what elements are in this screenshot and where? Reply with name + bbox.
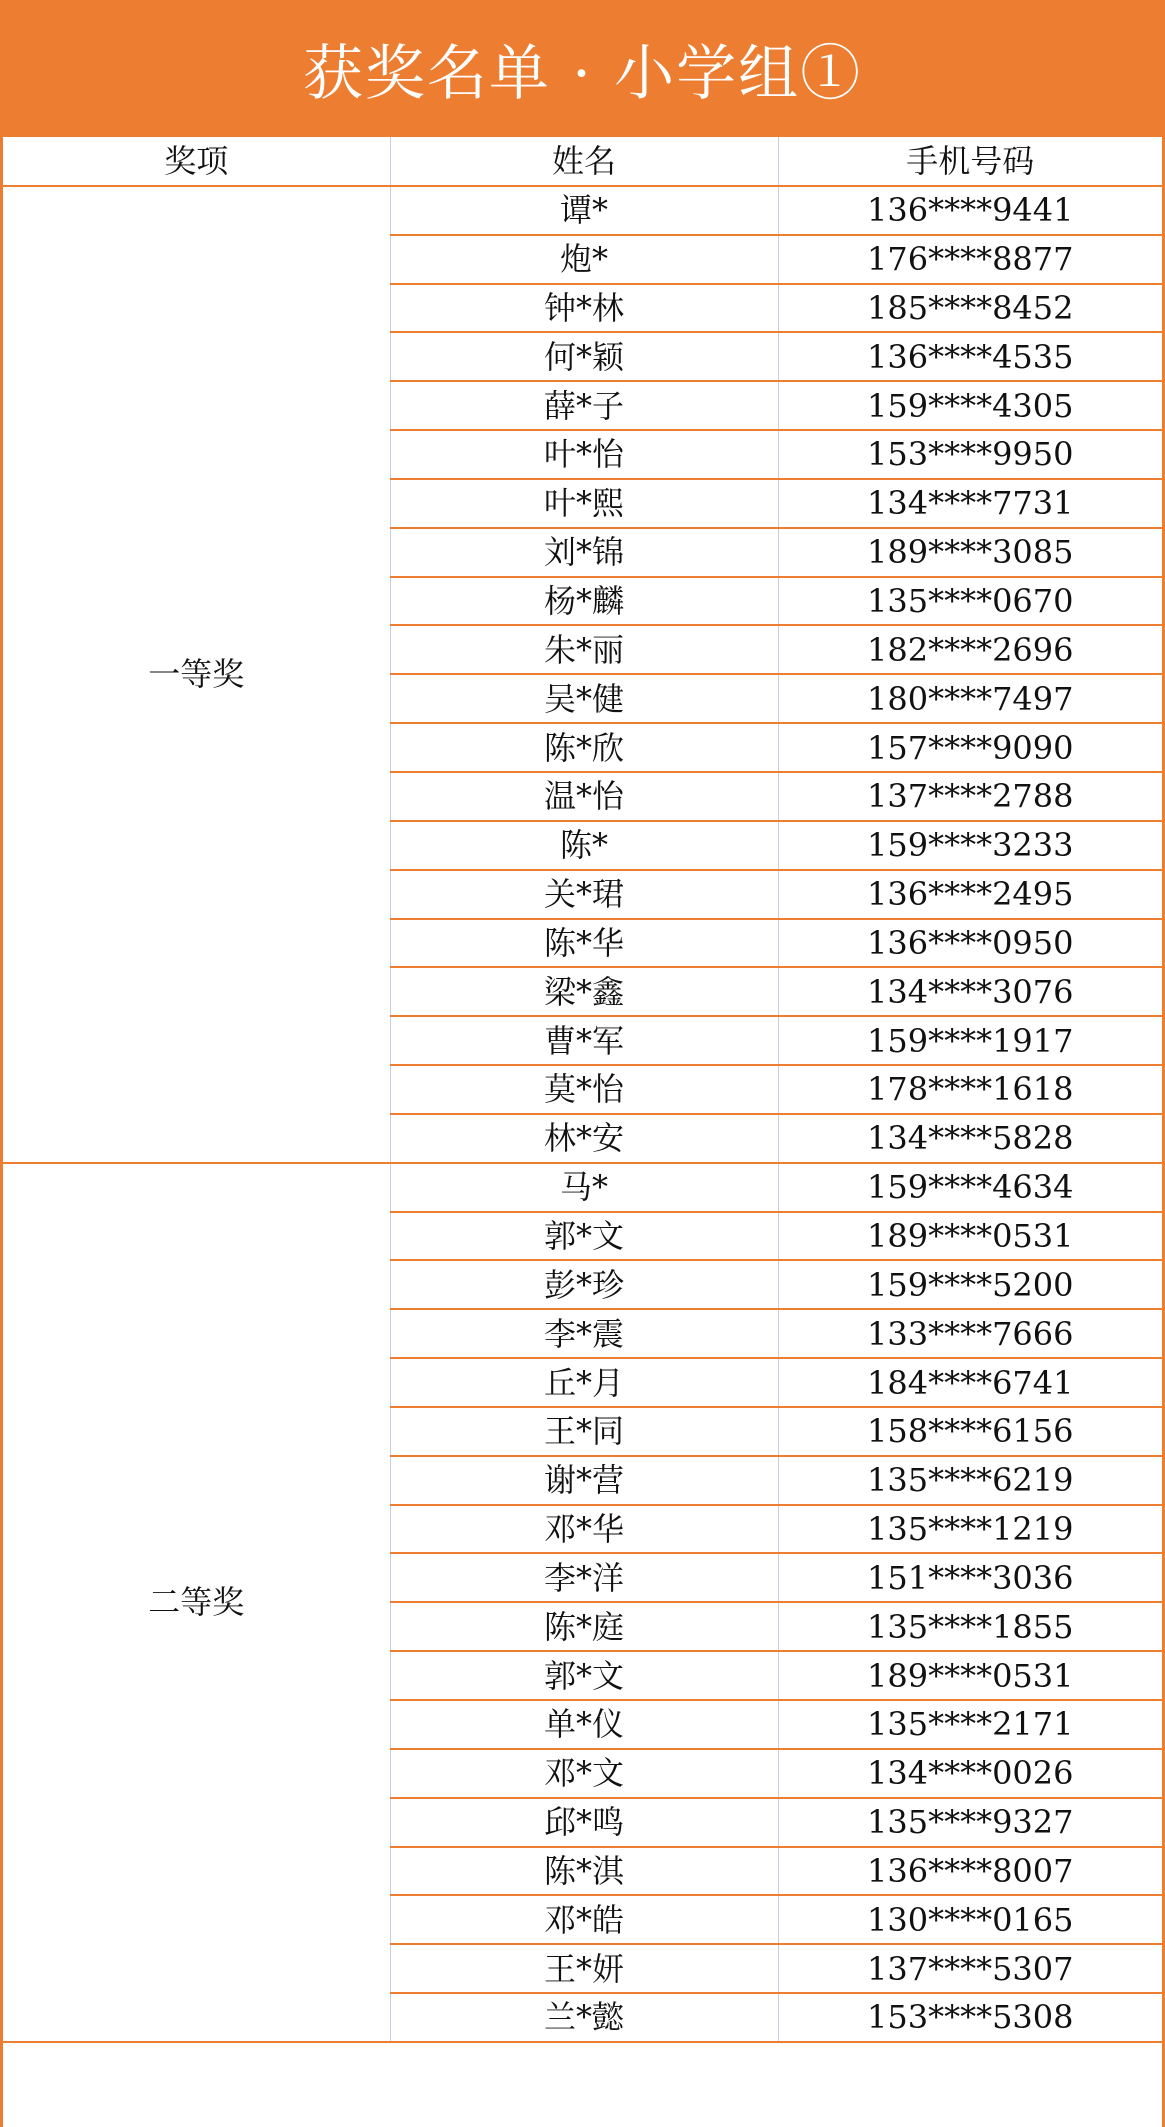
winner-phone-cell: 136****9441 [778, 186, 1162, 235]
winner-name-cell: 陈* [390, 821, 778, 870]
winner-name-cell: 莫*怡 [390, 1065, 778, 1114]
winner-phone-cell: 159****4634 [778, 1163, 1162, 1212]
winner-phone-cell: 189****0531 [778, 1212, 1162, 1261]
winner-name-cell: 何*颖 [390, 332, 778, 381]
winner-phone-cell: 176****8877 [778, 235, 1162, 284]
winner-phone-cell: 137****5307 [778, 1944, 1162, 1993]
winner-phone-cell: 153****9950 [778, 430, 1162, 479]
winner-phone-cell: 135****1855 [778, 1602, 1162, 1651]
winner-name-cell: 郭*文 [390, 1212, 778, 1261]
winner-phone-cell: 159****4305 [778, 381, 1162, 430]
winner-phone-cell: 185****8452 [778, 284, 1162, 333]
winner-phone-cell: 184****6741 [778, 1358, 1162, 1407]
winner-phone-cell: 133****7666 [778, 1309, 1162, 1358]
winner-phone-cell: 153****5308 [778, 1993, 1162, 2042]
table-row [3, 1163, 1162, 1212]
award-level-cell: 一等奖 [3, 186, 390, 1163]
winner-name-cell: 邱*鸣 [390, 1798, 778, 1847]
winner-phone-cell: 134****5828 [778, 1114, 1162, 1163]
winner-phone-cell: 134****3076 [778, 967, 1162, 1016]
winner-phone-cell: 134****7731 [778, 479, 1162, 528]
winner-name-cell: 温*怡 [390, 772, 778, 821]
winner-phone-cell: 159****1917 [778, 1016, 1162, 1065]
award-level-cell: 二等奖 [3, 1163, 390, 2042]
winner-phone-cell: 189****3085 [778, 528, 1162, 577]
winner-phone-cell: 157****9090 [778, 723, 1162, 772]
winner-name-cell: 薛*子 [390, 381, 778, 430]
winner-phone-cell: 159****5200 [778, 1260, 1162, 1309]
table-row [3, 186, 1162, 235]
winner-name-cell: 李*震 [390, 1309, 778, 1358]
winner-phone-cell: 178****1618 [778, 1065, 1162, 1114]
winner-name-cell: 陈*华 [390, 919, 778, 968]
winner-name-cell: 曹*军 [390, 1016, 778, 1065]
winner-phone-cell: 137****2788 [778, 772, 1162, 821]
winner-name-cell: 钟*林 [390, 284, 778, 333]
winner-name-cell: 刘*锦 [390, 528, 778, 577]
winner-name-cell: 谢*营 [390, 1456, 778, 1505]
winner-name-cell: 丘*月 [390, 1358, 778, 1407]
winner-phone-cell: 130****0165 [778, 1895, 1162, 1944]
winner-name-cell: 陈*庭 [390, 1602, 778, 1651]
winner-name-cell: 叶*熙 [390, 479, 778, 528]
winner-name-cell: 王*妍 [390, 1944, 778, 1993]
winner-phone-cell: 182****2696 [778, 625, 1162, 674]
winner-phone-cell: 136****2495 [778, 870, 1162, 919]
winner-name-cell: 王*同 [390, 1407, 778, 1456]
page-title: 获奖名单 · 小学组① [302, 38, 863, 109]
winner-name-cell: 关*珺 [390, 870, 778, 919]
winner-name-cell: 吴*健 [390, 674, 778, 723]
winner-phone-cell: 136****4535 [778, 332, 1162, 381]
header-name: 姓名 [390, 137, 778, 186]
winner-phone-cell: 158****6156 [778, 1407, 1162, 1456]
winner-name-cell: 杨*麟 [390, 577, 778, 626]
winners-table [3, 137, 1162, 2043]
winner-phone-cell: 135****0670 [778, 577, 1162, 626]
winner-phone-cell: 135****1219 [778, 1505, 1162, 1554]
winner-name-cell: 郭*文 [390, 1651, 778, 1700]
winner-name-cell: 梁*鑫 [390, 967, 778, 1016]
winner-name-cell: 叶*怡 [390, 430, 778, 479]
winner-phone-cell: 134****0026 [778, 1749, 1162, 1798]
winner-name-cell: 林*安 [390, 1114, 778, 1163]
table-body [3, 186, 1162, 2042]
winner-name-cell: 邓*华 [390, 1505, 778, 1554]
table-header-row [3, 137, 1162, 186]
winner-phone-cell: 189****0531 [778, 1651, 1162, 1700]
title-banner [0, 0, 1165, 137]
winner-name-cell: 朱*丽 [390, 625, 778, 674]
winner-name-cell: 兰*懿 [390, 1993, 778, 2042]
winner-name-cell: 单*仪 [390, 1700, 778, 1749]
winner-phone-cell: 135****6219 [778, 1456, 1162, 1505]
winner-name-cell: 马* [390, 1163, 778, 1212]
winner-phone-cell: 135****9327 [778, 1798, 1162, 1847]
header-phone: 手机号码 [778, 137, 1162, 186]
winner-phone-cell: 159****3233 [778, 821, 1162, 870]
winner-phone-cell: 180****7497 [778, 674, 1162, 723]
winner-name-cell: 谭* [390, 186, 778, 235]
header-award: 奖项 [3, 137, 390, 186]
winner-name-cell: 陈*欣 [390, 723, 778, 772]
winner-phone-cell: 151****3036 [778, 1553, 1162, 1602]
winners-table-container [0, 137, 1165, 2127]
winner-name-cell: 炮* [390, 235, 778, 284]
winner-phone-cell: 136****0950 [778, 919, 1162, 968]
winner-name-cell: 彭*珍 [390, 1260, 778, 1309]
winner-name-cell: 邓*皓 [390, 1895, 778, 1944]
winner-phone-cell: 136****8007 [778, 1847, 1162, 1896]
winner-name-cell: 陈*淇 [390, 1847, 778, 1896]
winner-phone-cell: 135****2171 [778, 1700, 1162, 1749]
winner-name-cell: 邓*文 [390, 1749, 778, 1798]
winner-name-cell: 李*洋 [390, 1553, 778, 1602]
